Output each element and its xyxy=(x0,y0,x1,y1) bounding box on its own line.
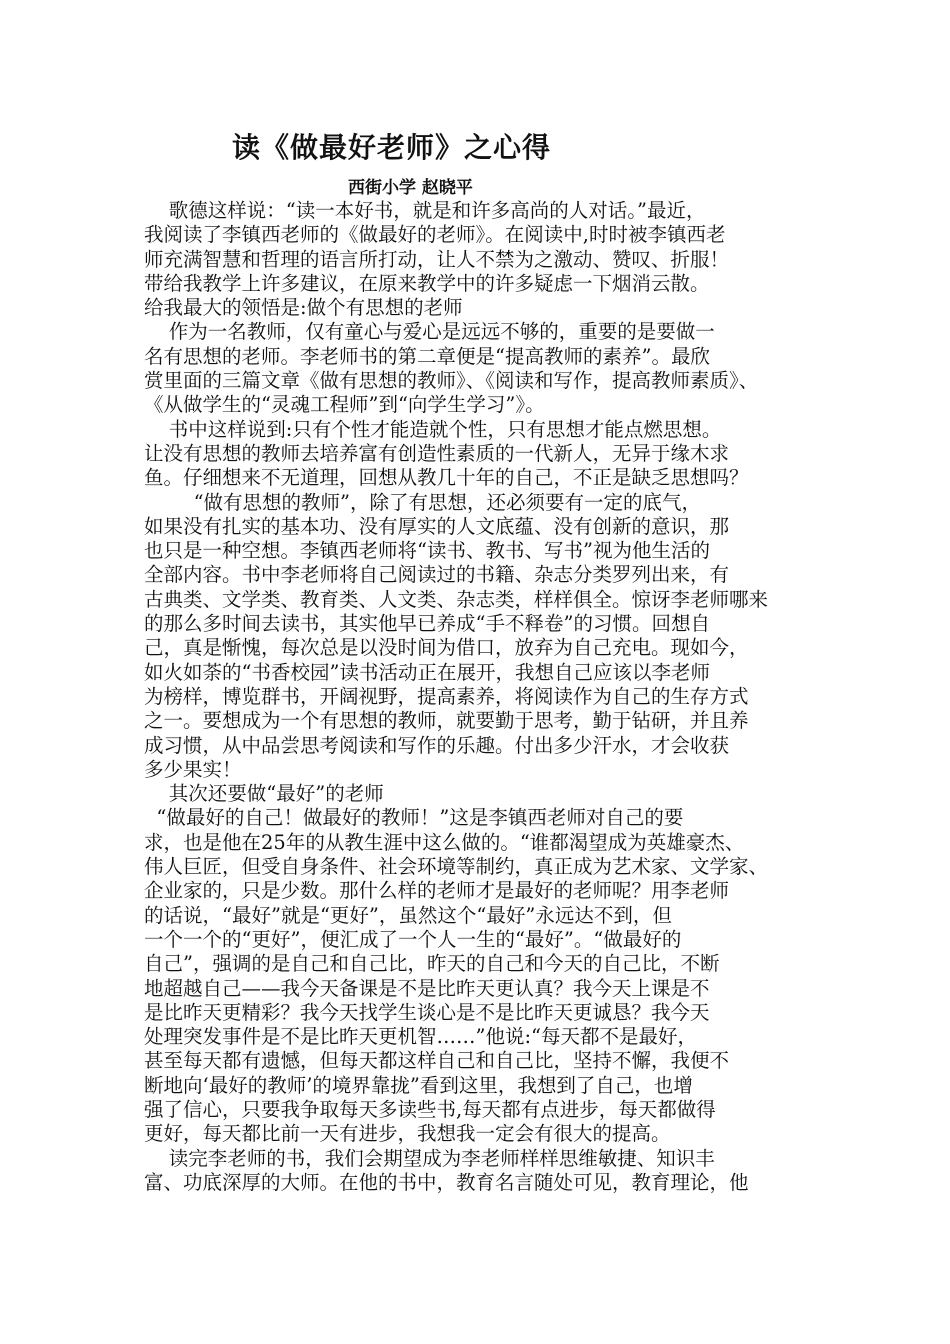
body-line: 如火如荼的“书香校园”读书活动正在展开，我想自己应该以李老师 xyxy=(144,660,710,684)
body-line: 读完李老师的书，我们会期望成为李老师样样思维敏捷、知识丰 xyxy=(144,1146,715,1170)
body-line: 甚至每天都有遗憾，但每天都这样自己和自己比，坚持不懈，我便不 xyxy=(144,1049,730,1073)
body-line: 求，也是他在25年的从教生涯中这么做的。“谁都渴望成为英雄豪杰、 xyxy=(144,830,745,854)
body-line: 强了信心，只要我争取每天多读些书,每天都有点进步，每天都做得 xyxy=(144,1097,716,1121)
body-line: 多少果实！ xyxy=(144,757,242,781)
body-line: 企业家的，只是少数。那什么样的老师才是最好的老师呢？用李老师 xyxy=(144,879,730,903)
body-line: 地超越自己——我今天备课是不是比昨天更认真？我今天上课是不 xyxy=(144,976,710,1000)
body-line: 自己”，强调的是自己和自己比，昨天的自己和今天的自己比，不断 xyxy=(144,952,720,976)
body-line: 赏里面的三篇文章《做有思想的教师》、《阅读和写作，提高教师素质》、 xyxy=(144,369,759,393)
body-line: 师充满智慧和哲理的语言所打动，让人不禁为之激动、赞叹、折服！ xyxy=(144,247,730,271)
body-line: 《从做学生的“灵魂工程师”到“向学生学习”》。 xyxy=(144,393,545,417)
body-line: 其次还要做“最好”的老师 xyxy=(144,782,384,806)
body-line: 成习惯，从中品尝思考阅读和写作的乐趣。付出多少汗水，才会收获 xyxy=(144,733,730,757)
body-line: 也只是一种空想。李镇西老师将“读书、教书、写书”视为他生活的 xyxy=(144,539,710,563)
body-line: 是比昨天更精彩？我今天找学生谈心是不是比昨天更诚恳？我今天 xyxy=(144,1000,710,1024)
body-text xyxy=(144,199,824,1195)
body-line: 断地向‘最好的教师’的境界靠拢”看到这里，我想到了自己，也增 xyxy=(144,1073,693,1097)
body-line: 我阅读了李镇西老师的《做最好的老师》。在阅读中,时时被李镇西老 xyxy=(144,223,726,247)
body-line: 的话说，“最好”就是“更好”，虽然这个“最好”永远达不到，但 xyxy=(144,903,672,927)
body-line: 带给我教学上许多建议，在原来教学中的许多疑虑一下烟消云散。 xyxy=(144,271,710,295)
document-title: 读《做最好老师》之心得 xyxy=(232,131,552,164)
body-line: 如果没有扎实的基本功、没有厚实的人文底蕴、没有创新的意识，那 xyxy=(144,514,730,538)
body-line: 书中这样说到:只有个性才能造就个性，只有思想才能点燃思想。 xyxy=(144,417,722,441)
body-line: 为榜样，博览群书，开阔视野，提高素养，将阅读作为自己的生存方式 xyxy=(144,684,749,708)
body-line: 伟人巨匠，但受自身条件、社会环境等制约，真正成为艺术家、文学家、 xyxy=(144,855,769,879)
body-line: 歌德这样说：“读一本好书，就是和许多高尚的人对话。”最近， xyxy=(144,199,706,222)
body-line: “做有思想的教师”，除了有思想，还必须要有一定的底气， xyxy=(144,490,702,514)
body-line: 全部内容。书中李老师将自己阅读过的书籍、杂志分类罗列出来，有 xyxy=(144,563,730,587)
body-line: 的那么多时间去读书，其实他早已养成“手不释卷”的习惯。回想自 xyxy=(144,612,710,636)
body-line: “做最好的自己！做最好的教师！”这是李镇西老师对自己的要 xyxy=(144,806,684,830)
body-line: 一个一个的“更好”，便汇成了一个人一生的“最好”。“做最好的 xyxy=(144,927,682,951)
body-line: 作为一名教师，仅有童心与爱心是远远不够的，重要的是要做一 xyxy=(144,320,715,344)
author-byline: 西街小学 赵晓平 xyxy=(348,178,473,198)
body-line: 之一。要想成为一个有思想的教师，就要勤于思考，勤于钻研，并且养 xyxy=(144,709,749,733)
body-line: 处理突发事件是不是比昨天更机智……”他说:“每天都不是最好， xyxy=(144,1025,698,1049)
body-line: 鱼。仔细想来不无道理，回想从教几十年的自己，不正是缺乏思想吗？ xyxy=(144,466,749,490)
body-line: 让没有思想的教师去培养富有创造性素质的一代新人，无异于缘木求 xyxy=(144,441,730,465)
body-line: 更好，每天都比前一天有进步，我想我一定会有很大的提高。 xyxy=(144,1122,671,1146)
body-line: 古典类、文学类、教育类、人文类、杂志类，样样俱全。惊讶李老师哪来 xyxy=(144,587,769,611)
body-line: 富、功底深厚的大师。在他的书中，教育名言随处可见，教育理论，他 xyxy=(144,1170,749,1194)
body-line: 给我最大的领悟是:做个有思想的老师 xyxy=(144,296,463,320)
body-line: 己，真是惭愧，每次总是以没时间为借口，放弃为自己充电。现如今， xyxy=(144,636,749,660)
body-line: 名有思想的老师。李老师书的第二章便是“提高教师的素养”。最欣 xyxy=(144,344,710,368)
